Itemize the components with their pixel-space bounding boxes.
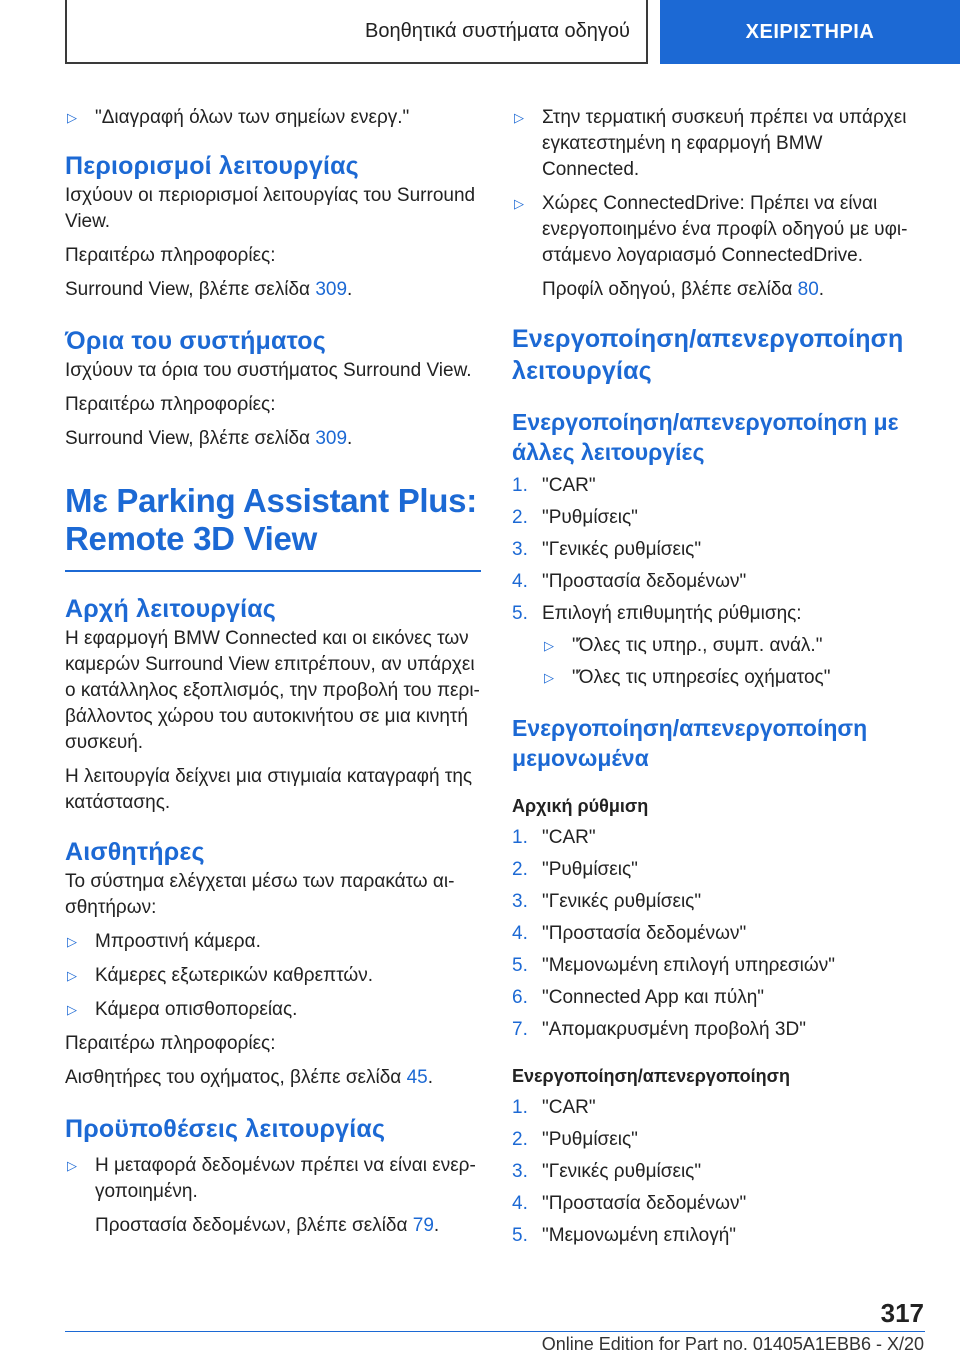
page-link[interactable]: 45 [406,1067,428,1088]
list-item: 5. "Μεμονωμένη επιλογή" [512,1225,737,1246]
paragraph: Το σύστημα ελέγχεται μέσω των παρακάτω αισθητήρων: [65,871,455,918]
list-item: ▷ "Όλες τις υπηρεσίες οχήματος" [512,665,912,691]
list-item: 4. "Προστασία δεδομένων" [512,1193,747,1214]
triangle-bullet-icon: ▷ [67,968,77,983]
paragraph: Ισχύουν οι περιορισμοί λειτουργίας του Surround View. [65,185,476,232]
list-item: 4. "Προστασία δεδομένων" [512,923,747,944]
list-item: 2. "Ρυθμίσεις" [512,1129,638,1150]
footer-divider [65,1331,925,1332]
heading-prerequisites: Προϋποθέσεις λειτουργίας [65,1115,386,1143]
page-number: 317 [880,1298,924,1328]
header-section-title [65,0,648,64]
list-item: ▷ Κάμερες εξωτερικών καθρεπτών. [65,963,481,989]
subheading-activation: Ενεργοποίηση/απενεργοποίηση [512,1066,790,1086]
triangle-bullet-icon: ▷ [67,1158,77,1173]
subheading-initial-setting: Αρχική ρύθμιση [512,796,649,816]
list-item: ▷ "Όλες τις υπηρ., συμπ. ανάλ." [512,633,912,659]
list-item: ▷ Η μεταφορά δεδομένων πρέπει να είναι ενεργοποιημένη. [67,1155,476,1202]
triangle-bullet-icon: ▷ [514,110,524,125]
list-item: 3. "Γενικές ρυθμίσεις" [512,1161,702,1182]
section-title: Βοηθητικά συστήματα οδηγού [365,19,630,42]
page-link[interactable]: 79 [412,1215,434,1236]
heading-divider [65,570,481,572]
list-item: ▷ Κάμερα οπισθοπορείας. [65,997,481,1023]
page-link[interactable]: 309 [315,279,348,300]
footer-edition: Online Edition for Part no. 01405A1EBB6 - X/20 [541,1334,924,1354]
heading-activation: Ενεργοποίηση/απενεργοποίηση λειτουργίας [512,325,904,385]
list-item: ▷ Μπροστινή κάμερα. [65,929,481,955]
triangle-bullet-icon: ▷ [514,196,524,211]
right-column [512,96,912,1249]
paragraph: Ισχύουν τα όρια του συστήματος Surround View. [65,360,472,381]
cross-reference: Surround View, βλέπε σελίδα 309. [65,279,353,300]
cross-reference: Προφίλ οδηγού, βλέπε σελίδα 80. [542,279,825,300]
list-item: 1. "CAR" [512,1097,596,1118]
header-chapter-tab [660,0,960,64]
page-link[interactable]: 80 [797,279,819,300]
cross-reference: Surround View, βλέπε σελίδα 309. [65,428,353,449]
heading-individually: Ενεργοποίηση/απενεργοποίηση μεμονωμένα [512,715,868,771]
list-item: 4. "Προστασία δεδομένων" [512,571,747,592]
main-heading-line-1: Με Parking Assistant Plus: [65,482,477,519]
paragraph: Περαιτέρω πληροφορίες: [65,1033,276,1054]
paragraph: Περαιτέρω πληροφορίες: [65,394,276,415]
left-column [65,96,481,1239]
page-link[interactable]: 309 [315,428,348,449]
list-item: ▷ "Διαγραφή όλων των σημείων ενεργ." [65,105,481,131]
cross-reference: Προστασία δεδομένων, βλέπε σελίδα 79. [95,1215,440,1236]
list-item: 3. "Γενικές ρυθμίσεις" [512,539,702,560]
list-item: 3. "Γενικές ρυθμίσεις" [512,891,702,912]
heading-restrictions: Περιορισμοί λειτουργίας [65,152,359,180]
list-item: 6. "Connected App και πύλη" [512,987,765,1008]
heading-sensors: Αισθητήρες [65,838,205,866]
main-heading-line-2: Remote 3D View [65,520,317,557]
triangle-bullet-icon: ▷ [67,1002,77,1017]
list-item: 5. "Μεμονωμένη επιλογή υπηρεσιών" [512,955,835,976]
paragraph: Η εφαρμογή BMW Connected και οι εικόνες των καμερών Surround View επιτρέπουν, αν υπάρχει ο κατάλληλος εξοπλισμός, την προβολή του περιβάλλοντος χώρου του αυτοκινήτου σε μια κινητή συσκευή. [65,628,480,753]
list-item: 1. "CAR" [512,827,596,848]
paragraph: Η λειτουργία δείχνει μια στιγμιαία καταγραφή της κατάστασης. [65,766,473,813]
list-item: 7. "Απομακρυσμένη προβολή 3D" [512,1019,806,1040]
paragraph: Περαιτέρω πληροφορίες: [65,245,276,266]
triangle-bullet-icon: ▷ [67,110,77,125]
heading-limits: Όρια του συστήματος [65,327,326,355]
list-item: ▷ Χώρες ConnectedDrive: Πρέπει να είναι ενεργοποιημένο ένα προφίλ οδηγού με υφιστάμενο λογαριασμό ConnectedDrive. [514,193,908,266]
list-item: 2. "Ρυθμίσεις" [512,859,638,880]
cross-reference: Αισθητήρες του οχήματος, βλέπε σελίδα 45. [65,1067,433,1088]
list-item: ▷ Στην τερματική συσκευή πρέπει να υπάρχει εγκατεστημένη η εφαρμογή BMW Connected. [514,107,907,180]
list-item: 2. "Ρυθμίσεις" [512,507,638,528]
heading-principle: Αρχή λειτουργίας [65,595,277,623]
heading-with-other-functions: Ενεργοποίηση/απενεργοποίηση με άλλες λειτουργίες [512,409,899,465]
list-item: 5. Επιλογή επιθυμητής ρύθμισης: [512,603,802,624]
triangle-bullet-icon: ▷ [544,670,554,685]
triangle-bullet-icon: ▷ [544,638,554,653]
triangle-bullet-icon: ▷ [67,934,77,949]
chapter-title: ΧΕΙΡΙΣΤΗΡΙΑ [745,20,875,43]
list-item: 1. "CAR" [512,475,596,496]
